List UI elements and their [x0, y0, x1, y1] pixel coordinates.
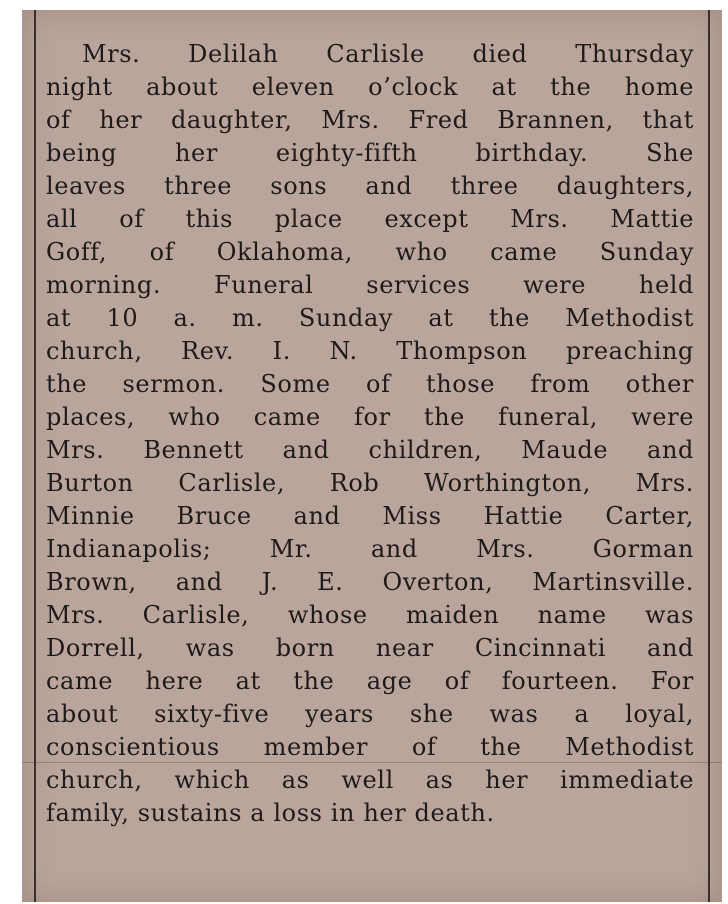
- article-line: church, which as well as her immediate: [46, 766, 694, 794]
- article-line: Brown, and J. E. Overton, Martinsville.: [46, 568, 694, 596]
- column-rule-left: [34, 10, 36, 902]
- article-line: at 10 a. m. Sunday at the Methodist: [46, 304, 694, 332]
- article-line: Mrs. Bennett and children, Maude and: [46, 436, 694, 464]
- article-line: family, sustains a loss in her death.: [46, 799, 495, 827]
- article-line: of her daughter, Mrs. Fred Brannen, that: [46, 106, 694, 134]
- article-line: night about eleven o’clock at the home: [46, 73, 694, 101]
- article-line: church, Rev. I. N. Thompson preaching: [46, 337, 694, 365]
- article-line: Dorrell, was born near Cincinnati and: [46, 634, 694, 662]
- article-line: Goff, of Oklahoma, who came Sunday: [46, 238, 694, 266]
- obituary-text: [46, 38, 694, 830]
- article-line: morning. Funeral services were held: [46, 271, 694, 299]
- article-line: the sermon. Some of those from other: [46, 370, 694, 398]
- article-line: about sixty-five years she was a loyal,: [46, 700, 694, 728]
- article-line: all of this place except Mrs. Mattie: [46, 205, 694, 233]
- article-line: being her eighty-fifth birthday. She: [46, 139, 694, 167]
- article-line: Mrs. Delilah Carlisle died Thursday: [82, 40, 694, 68]
- article-line: came here at the age of fourteen. For: [46, 667, 694, 695]
- column-rule-right: [708, 10, 710, 902]
- newspaper-clipping: [22, 10, 722, 902]
- article-line: conscientious member of the Methodist: [46, 733, 694, 761]
- article-line: leaves three sons and three daughters,: [46, 172, 694, 200]
- article-line: Minnie Bruce and Miss Hattie Carter,: [46, 502, 694, 530]
- article-line: Indianapolis; Mr. and Mrs. Gorman: [46, 535, 694, 563]
- article-line: places, who came for the funeral, were: [46, 403, 694, 431]
- article-line: Burton Carlisle, Rob Worthington, Mrs.: [46, 469, 694, 497]
- article-line: Mrs. Carlisle, whose maiden name was: [46, 601, 694, 629]
